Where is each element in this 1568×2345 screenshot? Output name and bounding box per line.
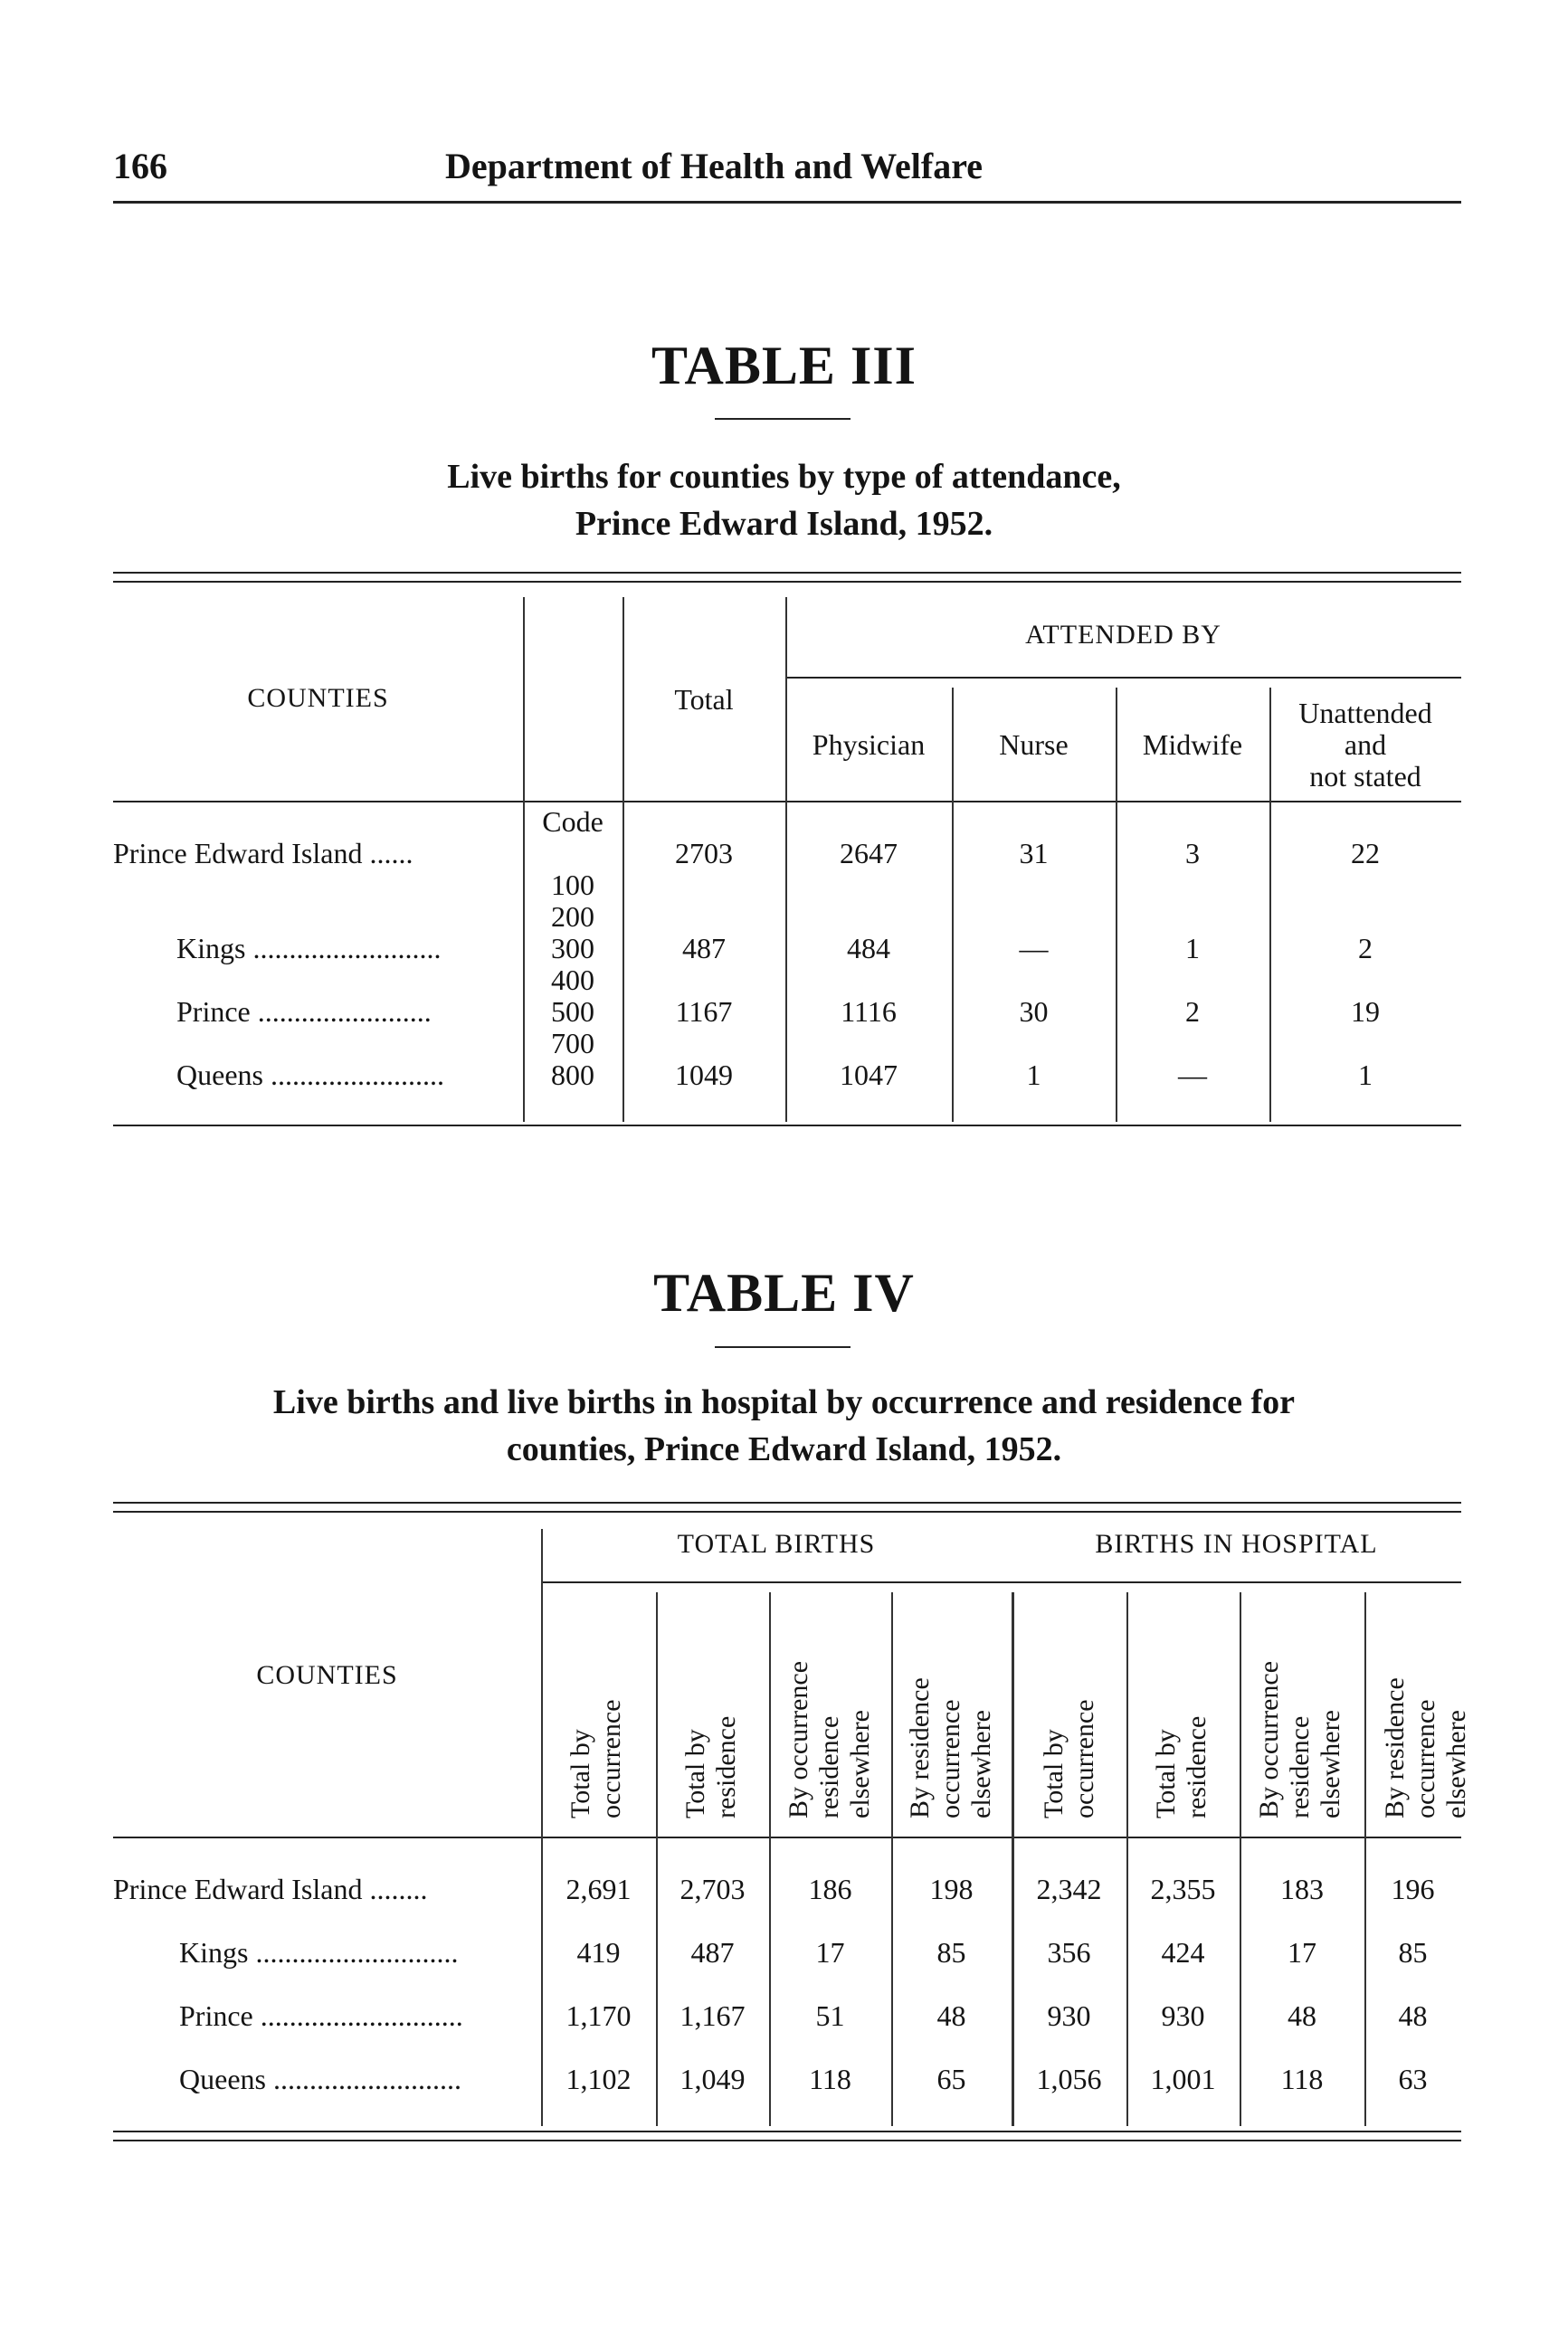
table3-top-rule [113, 572, 1461, 574]
table4-header-rule [113, 1837, 1461, 1838]
table3-header-unattended-3: not stated [1309, 760, 1421, 793]
table4-header-counties: COUNTIES [256, 1660, 398, 1690]
table3-cell-midwife: 1 [1185, 932, 1200, 964]
table4-cell: 2,355 [1150, 1873, 1216, 1905]
table4-cell: 85 [1398, 1936, 1428, 1969]
table3-cell-unattended: 2 [1358, 932, 1373, 964]
table3-header-unattended-1: Unattended [1298, 697, 1432, 729]
table4-col-header-5: Total by occurrence [1039, 1699, 1099, 1818]
table3-cell-unattended: 19 [1351, 995, 1380, 1028]
table3-cell-physician: 2647 [840, 837, 898, 869]
table3-code: 100 [551, 869, 594, 901]
table4-cell: 2,691 [565, 1873, 632, 1905]
table4-cell: 1,170 [565, 1999, 632, 2032]
table3-cell-total: 1167 [675, 995, 733, 1028]
table4-vrule [1364, 1592, 1366, 2126]
table3-header-midwife: Midwife [1142, 728, 1243, 761]
table3-top-rule-2 [113, 581, 1461, 583]
table4-cell: 196 [1391, 1873, 1435, 1905]
table4-cell: 198 [929, 1873, 974, 1905]
table4-cell: 419 [576, 1936, 621, 1969]
table3-code: 400 [551, 964, 594, 996]
table4-row-county: Kings ............................ [179, 1936, 459, 1969]
table4-col-header-6: Total by residence [1151, 1715, 1212, 1818]
table3-cell-nurse: 30 [1019, 995, 1049, 1028]
table4-cell: 118 [809, 2063, 851, 2095]
table3-cell-total: 1049 [675, 1059, 733, 1091]
table3-header-total: Total [674, 683, 734, 716]
table4-header-births-in-hospital: BIRTHS IN HOSPITAL [1095, 1529, 1378, 1559]
table4-vrule [541, 1529, 543, 2126]
table3-cell-total: 2703 [675, 837, 733, 869]
table3-header-counties: COUNTIES [247, 683, 389, 713]
table4-group-rule [541, 1581, 1461, 1583]
table3-cell-unattended: 1 [1358, 1059, 1373, 1091]
table4-cell: 63 [1398, 2063, 1428, 2095]
table4-cell: 118 [1280, 2063, 1324, 2095]
table3-code: 700 [551, 1027, 594, 1059]
table3-cell-nurse: — [1019, 932, 1049, 964]
table4-vrule [1126, 1592, 1128, 2126]
table4-cell: 85 [936, 1936, 966, 1969]
table4-cell: 2,342 [1036, 1873, 1102, 1905]
table4-cell: 1,056 [1036, 2063, 1102, 2095]
table4-cell: 65 [936, 2063, 966, 2095]
table4-col-header-3: By occurrence residence elsewhere [784, 1660, 875, 1818]
table3-bottom-rule [113, 1125, 1461, 1126]
table3-code-header: Code [542, 805, 603, 838]
table4-row-county: Prince Edward Island ........ [113, 1873, 428, 1905]
table4-cell: 930 [1161, 1999, 1205, 2032]
table4-cell: 1,102 [565, 2063, 632, 2095]
table4-bottom-rule-2 [113, 2140, 1461, 2141]
table4-cell: 930 [1047, 1999, 1091, 2032]
table4-cell: 356 [1047, 1936, 1091, 1969]
table3-caption-line1: Live births for counties by type of attendance, [447, 458, 1121, 496]
running-title: Department of Health and Welfare [445, 146, 984, 186]
table4-vrule [769, 1592, 771, 2126]
table4-col-header-8: By residence occurrence elsewhere [1380, 1677, 1471, 1818]
table3-cell-midwife: 3 [1185, 837, 1200, 869]
table4-vrule [1012, 1592, 1014, 2126]
table3-title: TABLE III [651, 336, 917, 395]
table4-bottom-rule [113, 2131, 1461, 2132]
table3-header-attended-by: ATTENDED BY [1025, 620, 1221, 650]
table4-cell: 424 [1161, 1936, 1205, 1969]
table3-cell-unattended: 22 [1351, 837, 1380, 869]
table3-row-county: Queens ........................ [176, 1059, 444, 1091]
table4-vrule [1240, 1592, 1241, 2126]
page-number: 166 [113, 146, 167, 186]
table3-code: 800 [551, 1059, 594, 1091]
table4-cell: 186 [808, 1873, 852, 1905]
table3-row-county: Kings .......................... [176, 932, 442, 964]
table4-col-header-2: Total by residence [680, 1715, 741, 1818]
table3-code: 500 [551, 995, 594, 1028]
table4-cell: 487 [690, 1936, 735, 1969]
table3-attended-rule [785, 677, 1461, 679]
table3-code: 200 [551, 900, 594, 933]
table4-col-header-4: By residence occurrence elsewhere [905, 1677, 996, 1818]
table4-row-county: Prince ............................ [179, 1999, 463, 2032]
table3-cell-physician: 1047 [840, 1059, 898, 1091]
table4-top-rule-2 [113, 1511, 1461, 1513]
table4-header-total-births: TOTAL BIRTHS [677, 1529, 876, 1559]
table3-header-nurse: Nurse [999, 728, 1069, 761]
table3-header-physician: Physician [812, 728, 926, 761]
table4-vrule [656, 1592, 658, 2126]
table4-row-county: Queens .......................... [179, 2063, 461, 2095]
table4-cell: 48 [936, 1999, 966, 2032]
table4-vrule [891, 1592, 893, 2126]
table3-row-county: Prince ........................ [176, 995, 432, 1028]
table4-top-rule [113, 1502, 1461, 1504]
table3-header-unattended-2: and [1344, 728, 1387, 761]
table3-cell-nurse: 1 [1026, 1059, 1041, 1091]
table4-cell: 1,167 [679, 1999, 746, 2032]
table4-title: TABLE IV [653, 1263, 915, 1323]
table3-code: 300 [551, 932, 594, 964]
table3-cell-physician: 1116 [841, 995, 897, 1028]
table3-row-county: Prince Edward Island ...... [113, 837, 413, 869]
table3-cell-nurse: 31 [1019, 837, 1049, 869]
table3-header-rule [113, 801, 1461, 802]
table4-col-header-1: Total by occurrence [565, 1699, 626, 1818]
table4-cell: 1,001 [1150, 2063, 1216, 2095]
table3-cell-physician: 484 [847, 932, 890, 964]
table4-cell: 17 [815, 1936, 845, 1969]
table4-cell: 17 [1288, 1936, 1316, 1969]
table4-caption-line1: Live births and live births in hospital by occurrence and residence for [272, 1383, 1296, 1421]
table4-caption-line2: counties, Prince Edward Island, 1952. [506, 1430, 1062, 1468]
table4-cell: 183 [1280, 1873, 1324, 1905]
table3-cell-midwife: 2 [1185, 995, 1200, 1028]
table4-cell: 48 [1288, 1999, 1316, 2032]
table4-cell: 48 [1398, 1999, 1428, 2032]
table4-title-rule [715, 1346, 851, 1348]
table3-cell-midwife: — [1178, 1059, 1207, 1091]
table4-cell: 51 [815, 1999, 845, 2032]
table4-cell: 1,049 [679, 2063, 746, 2095]
table4-cell: 2,703 [679, 1873, 746, 1905]
table4-col-header-7: By occurrence residence elsewhere [1254, 1660, 1345, 1818]
table3-cell-total: 487 [682, 932, 726, 964]
table3-caption-line2: Prince Edward Island, 1952. [575, 505, 993, 543]
